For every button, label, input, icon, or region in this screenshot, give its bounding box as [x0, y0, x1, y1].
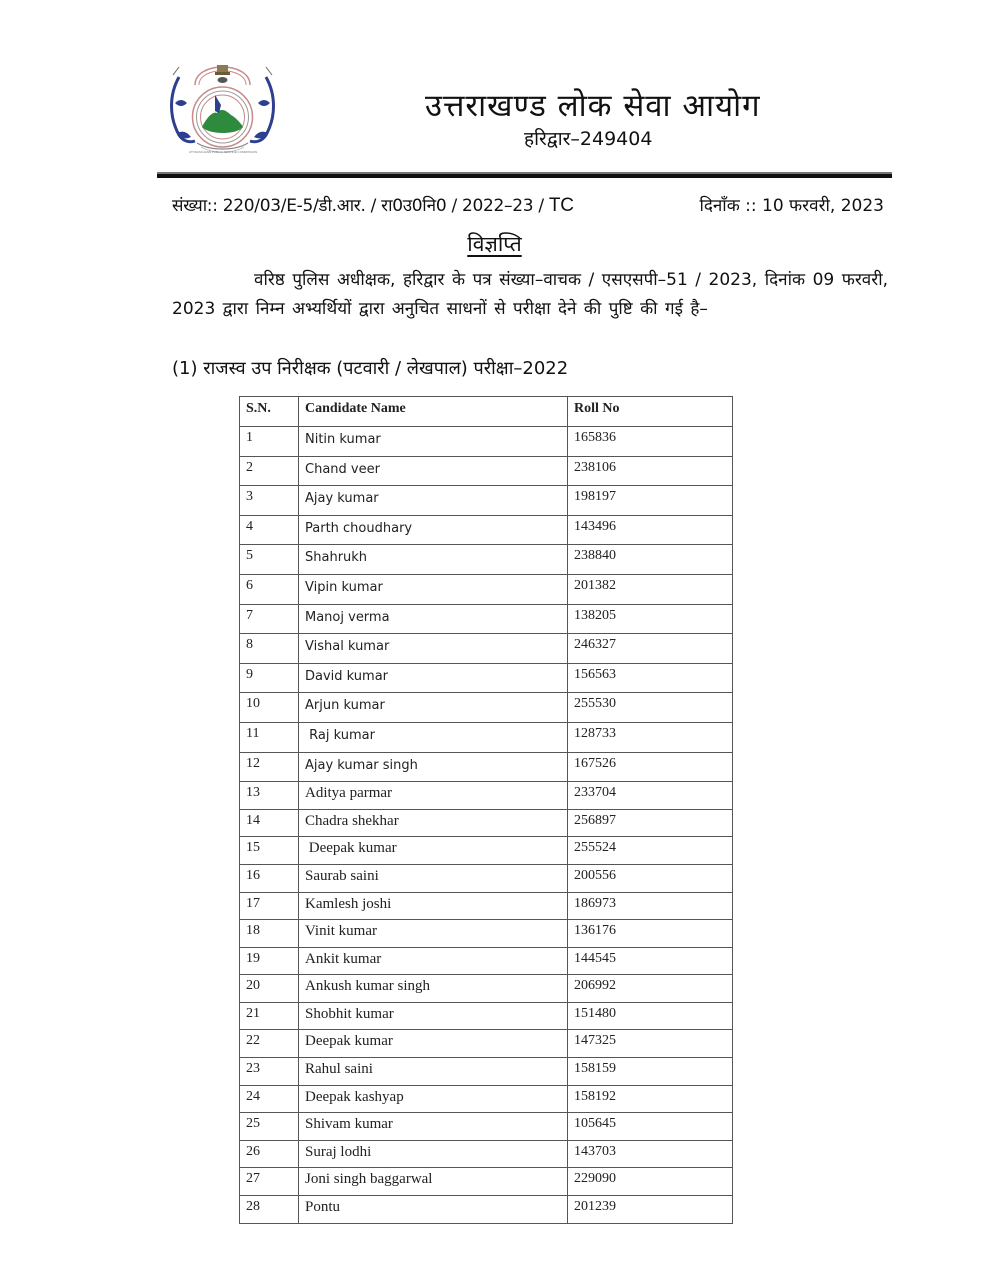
- table-row: [240, 975, 733, 1003]
- cell-sn: 11: [240, 722, 299, 752]
- cell-roll-no: 198197: [568, 486, 733, 516]
- cell-candidate-name: Joni singh baggarwal: [299, 1168, 568, 1196]
- cell-roll-no: 143496: [568, 515, 733, 545]
- table-row: [240, 722, 733, 752]
- cell-sn: 25: [240, 1113, 299, 1141]
- cell-candidate-name: Arjun kumar: [299, 693, 568, 723]
- header-divider: [157, 172, 892, 178]
- cell-roll-no: 158159: [568, 1058, 733, 1086]
- table-row: [240, 920, 733, 948]
- table-row: [240, 456, 733, 486]
- reference-suffix: TC: [548, 195, 574, 216]
- organization-address: हरिद्वार–249404: [524, 128, 653, 150]
- cell-candidate-name: Ankush kumar singh: [299, 975, 568, 1003]
- emblem-caption: UTTARAKHAND PUBLIC SERVICE COMMISSION: [188, 150, 258, 154]
- cell-roll-no: 147325: [568, 1030, 733, 1058]
- cell-roll-no: 136176: [568, 920, 733, 948]
- cell-sn: 4: [240, 515, 299, 545]
- cell-candidate-name: Deepak kashyap: [299, 1085, 568, 1113]
- table-row: [240, 1168, 733, 1196]
- cell-sn: 6: [240, 574, 299, 604]
- cell-roll-no: 229090: [568, 1168, 733, 1196]
- cell-sn: 10: [240, 693, 299, 723]
- table-row: [240, 1085, 733, 1113]
- cell-roll-no: 156563: [568, 663, 733, 693]
- cell-sn: 26: [240, 1140, 299, 1168]
- table-row: [240, 947, 733, 975]
- table-row: [240, 1140, 733, 1168]
- cell-roll-no: 255530: [568, 693, 733, 723]
- cell-candidate-name: David kumar: [299, 663, 568, 693]
- cell-sn: 18: [240, 920, 299, 948]
- cell-candidate-name: Deepak kumar: [299, 837, 568, 865]
- table-row: [240, 634, 733, 664]
- table-row: [240, 1058, 733, 1086]
- table-row: [240, 545, 733, 575]
- notice-title: [0, 230, 989, 258]
- cell-sn: 3: [240, 486, 299, 516]
- exam-section-heading: (1) राजस्व उप निरीक्षक (पटवारी / लेखपाल) परीक्षा–2022: [172, 358, 569, 379]
- cell-sn: 7: [240, 604, 299, 634]
- cell-roll-no: 151480: [568, 1002, 733, 1030]
- cell-sn: 5: [240, 545, 299, 575]
- notice-title-text: विज्ञप्ति: [467, 232, 522, 256]
- table-row: [240, 1113, 733, 1141]
- column-header-sn: S.N.: [240, 397, 299, 427]
- cell-roll-no: 144545: [568, 947, 733, 975]
- candidate-table: [239, 396, 733, 1224]
- cell-sn: 27: [240, 1168, 299, 1196]
- cell-candidate-name: Shivam kumar: [299, 1113, 568, 1141]
- table-row: [240, 782, 733, 810]
- cell-sn: 13: [240, 782, 299, 810]
- cell-roll-no: 128733: [568, 722, 733, 752]
- cell-candidate-name: Ajay kumar singh: [299, 752, 568, 782]
- cell-candidate-name: Shahrukh: [299, 545, 568, 575]
- cell-sn: 9: [240, 663, 299, 693]
- cell-candidate-name: Suraj lodhi: [299, 1140, 568, 1168]
- cell-roll-no: 143703: [568, 1140, 733, 1168]
- cell-roll-no: 200556: [568, 864, 733, 892]
- cell-candidate-name: Chand veer: [299, 456, 568, 486]
- table-row: [240, 1030, 733, 1058]
- cell-roll-no: 165836: [568, 427, 733, 457]
- table-row: [240, 892, 733, 920]
- cell-candidate-name: Vishal kumar: [299, 634, 568, 664]
- table-row: [240, 752, 733, 782]
- cell-candidate-name: Manoj verma: [299, 604, 568, 634]
- cell-sn: 28: [240, 1196, 299, 1224]
- organization-name: उत्तराखण्ड लोक सेवा आयोग: [425, 88, 761, 124]
- table-row: [240, 693, 733, 723]
- document-date: दिनाँक :: 10 फरवरी, 2023: [699, 196, 884, 216]
- cell-roll-no: 138205: [568, 604, 733, 634]
- table-row: [240, 604, 733, 634]
- reference-number-text: संख्या:: 220/03/E-5/डी.आर. / रा0उ0नि0 / 2022–23 /: [172, 196, 549, 216]
- cell-sn: 12: [240, 752, 299, 782]
- table-row: [240, 809, 733, 837]
- cell-sn: 23: [240, 1058, 299, 1086]
- cell-candidate-name: Kamlesh joshi: [299, 892, 568, 920]
- cell-sn: 20: [240, 975, 299, 1003]
- notice-body: वरिष्ठ पुलिस अधीक्षक, हरिद्वार के पत्र संख्या–वाचक / एसएसपी–51 / 2023, दिनांक 09 फरवरी, 2023 द्वारा निम्न अभ्यर्थियों द्वारा अनुचित साधनों से परीक्षा देने की पुष्टि की गई है–: [172, 270, 888, 319]
- column-header-candidate-name: Candidate Name: [299, 397, 568, 427]
- cell-roll-no: 238106: [568, 456, 733, 486]
- cell-candidate-name: Nitin kumar: [299, 427, 568, 457]
- cell-roll-no: 167526: [568, 752, 733, 782]
- cell-roll-no: 105645: [568, 1113, 733, 1141]
- table-row: [240, 864, 733, 892]
- cell-candidate-name: Chadra shekhar: [299, 809, 568, 837]
- cell-sn: 8: [240, 634, 299, 664]
- cell-sn: 15: [240, 837, 299, 865]
- cell-sn: 21: [240, 1002, 299, 1030]
- cell-sn: 2: [240, 456, 299, 486]
- column-header-roll-no: Roll No: [568, 397, 733, 427]
- cell-roll-no: 206992: [568, 975, 733, 1003]
- cell-roll-no: 246327: [568, 634, 733, 664]
- table-row: [240, 837, 733, 865]
- cell-candidate-name: Pontu: [299, 1196, 568, 1224]
- cell-candidate-name: Saurab saini: [299, 864, 568, 892]
- cell-sn: 22: [240, 1030, 299, 1058]
- cell-sn: 17: [240, 892, 299, 920]
- cell-roll-no: 256897: [568, 809, 733, 837]
- ukpsc-emblem-icon: [165, 55, 280, 160]
- cell-sn: 14: [240, 809, 299, 837]
- cell-roll-no: 233704: [568, 782, 733, 810]
- cell-candidate-name: Deepak kumar: [299, 1030, 568, 1058]
- reference-number: [172, 193, 574, 217]
- table-header-row: [240, 397, 733, 427]
- cell-candidate-name: Rahul saini: [299, 1058, 568, 1086]
- table-row: [240, 1196, 733, 1224]
- cell-candidate-name: Vinit kumar: [299, 920, 568, 948]
- cell-roll-no: 158192: [568, 1085, 733, 1113]
- cell-sn: 19: [240, 947, 299, 975]
- cell-candidate-name: Ankit kumar: [299, 947, 568, 975]
- cell-roll-no: 186973: [568, 892, 733, 920]
- cell-candidate-name: Raj kumar: [299, 722, 568, 752]
- cell-candidate-name: Parth choudhary: [299, 515, 568, 545]
- table-row: [240, 663, 733, 693]
- cell-candidate-name: Ajay kumar: [299, 486, 568, 516]
- cell-candidate-name: Aditya parmar: [299, 782, 568, 810]
- table-row: [240, 574, 733, 604]
- cell-roll-no: 238840: [568, 545, 733, 575]
- table-row: [240, 515, 733, 545]
- cell-candidate-name: Vipin kumar: [299, 574, 568, 604]
- table-row: [240, 486, 733, 516]
- cell-sn: 16: [240, 864, 299, 892]
- table-row: [240, 427, 733, 457]
- cell-candidate-name: Shobhit kumar: [299, 1002, 568, 1030]
- cell-sn: 1: [240, 427, 299, 457]
- table-row: [240, 1002, 733, 1030]
- cell-roll-no: 255524: [568, 837, 733, 865]
- cell-sn: 24: [240, 1085, 299, 1113]
- cell-roll-no: 201382: [568, 574, 733, 604]
- cell-roll-no: 201239: [568, 1196, 733, 1224]
